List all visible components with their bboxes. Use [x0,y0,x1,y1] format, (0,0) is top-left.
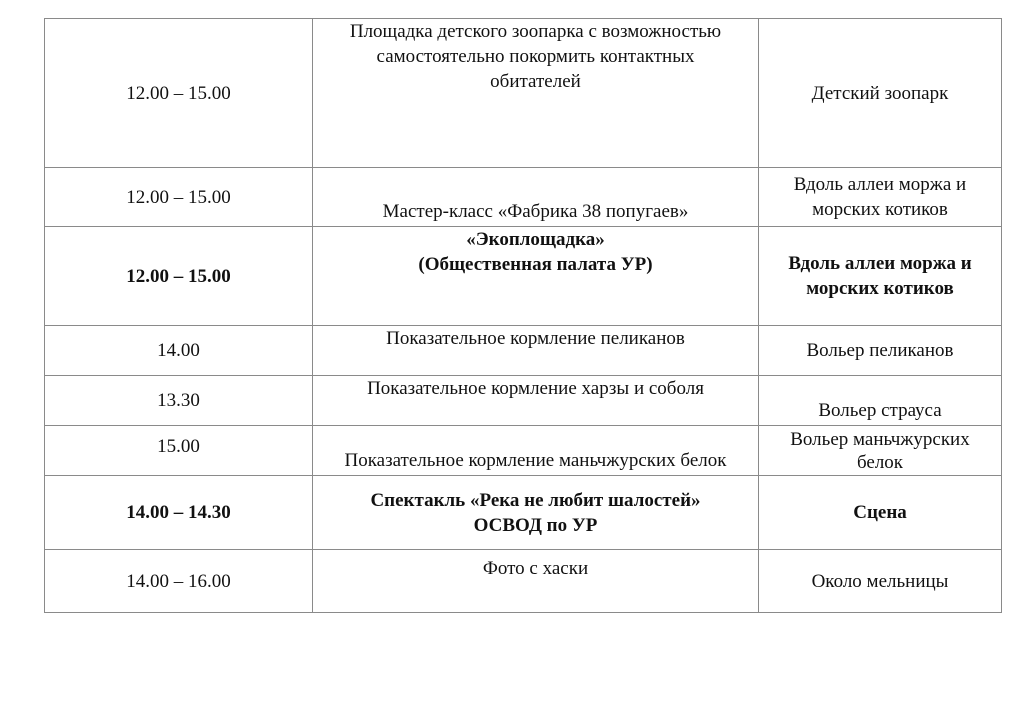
event-line: Мастер-класс «Фабрика 38 попугаев» [382,201,689,222]
place-line: Детский зоопарк [811,82,949,104]
event-cell [313,326,759,376]
table-row [45,19,1002,168]
place-cell [759,476,1002,550]
event-line: (Общественная палата УР) [418,254,653,275]
time-cell: 15.00 [45,426,313,476]
event-line: Площадка детского зоопарка с возможностью [349,21,722,42]
event-line: самостоятельно покормить контактных [376,46,695,67]
table-row [45,376,1002,426]
event-line: Спектакль «Река не любит шалостей» [370,489,701,511]
schedule-table [44,18,1002,613]
event-line: обитателей [490,71,581,92]
place-line: Вдоль аллеи моржа и [788,253,972,274]
event-cell [313,376,759,426]
time-cell: 12.00 – 15.00 [45,227,313,326]
place-cell [759,550,1002,613]
place-line: морских котиков [806,278,954,299]
place-line: Вольер страуса [818,400,942,421]
time-cell: 14.00 – 16.00 [45,550,313,613]
place-line: белок [856,451,904,473]
time-cell: 12.00 – 15.00 [45,19,313,168]
time-cell: 14.00 – 14.30 [45,476,313,550]
time-cell: 13.30 [45,376,313,426]
place-line: морских котиков [812,199,948,220]
event-line: Показательное кормление харзы и соболя [367,378,704,399]
time-cell: 12.00 – 15.00 [45,168,313,227]
table-row [45,550,1002,613]
event-cell [313,168,759,227]
event-cell [313,227,759,326]
event-line: Показательное кормление пеликанов [386,328,685,349]
place-cell [759,19,1002,168]
event-cell [313,19,759,168]
place-cell [759,326,1002,376]
table-row [45,426,1002,476]
table-row [45,476,1002,550]
event-cell [313,550,759,613]
place-line: Вдоль аллеи моржа и [793,174,967,195]
place-cell [759,376,1002,426]
table-row [45,227,1002,326]
table-row [45,326,1002,376]
event-cell [313,476,759,550]
place-line: Сцена [853,502,907,523]
event-cell [313,426,759,476]
event-line: «Экоплощадка» [466,229,605,250]
event-line: Показательное кормление маньчжурских белок [344,450,727,471]
place-cell [759,168,1002,227]
table-row [45,168,1002,227]
place-line: Около мельницы [811,570,949,592]
place-cell [759,227,1002,326]
event-line: ОСВОД по УР [473,514,598,536]
time-cell: 14.00 [45,326,313,376]
event-line: Фото с хаски [482,558,589,579]
place-line: Вольер пеликанов [806,340,954,361]
place-line: Вольер маньчжурских [790,428,970,450]
place-cell [759,426,1002,476]
